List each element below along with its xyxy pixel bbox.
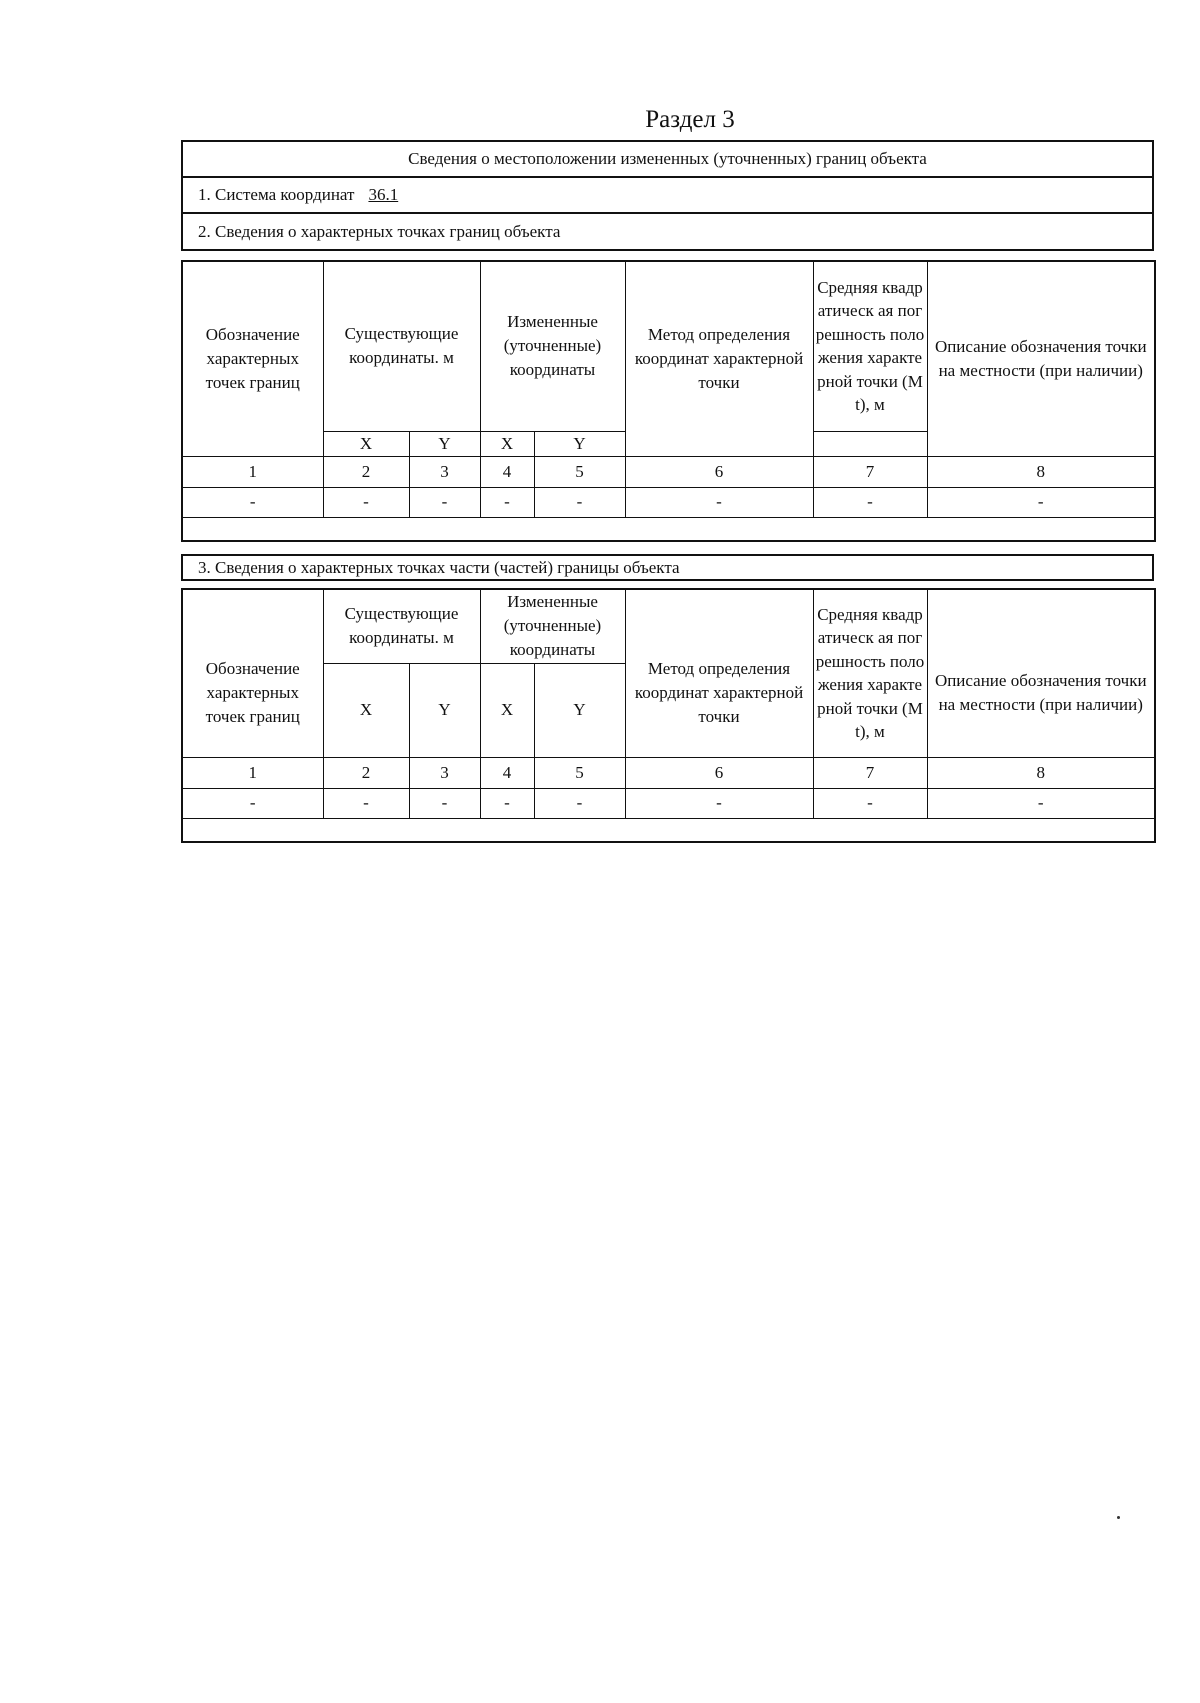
cell: -	[480, 788, 534, 818]
cell: -	[927, 788, 1155, 818]
cell: -	[182, 788, 323, 818]
num-cell: 3	[409, 757, 480, 788]
num-cell: 7	[813, 456, 927, 487]
col-x: X	[480, 663, 534, 757]
column-numbers-row	[182, 757, 1155, 788]
coord-system-label: 1. Система координат	[198, 185, 355, 204]
col-y: Y	[534, 431, 625, 456]
col-existing: Существующие координаты. м	[323, 589, 480, 663]
col-x: X	[480, 431, 534, 456]
num-cell: 4	[480, 456, 534, 487]
section3-title-row	[181, 554, 1154, 581]
col-error: Средняя квадратическ ая погрешность положения характерной точки (Mt), м	[813, 589, 927, 757]
part-boundary-points-table	[181, 588, 1156, 843]
num-cell: 1	[182, 456, 323, 487]
num-cell: 1	[182, 757, 323, 788]
cell: -	[323, 788, 409, 818]
cell: -	[534, 788, 625, 818]
cell: -	[625, 487, 813, 517]
boundary-points-table	[181, 260, 1156, 542]
section2-title-row	[181, 212, 1154, 251]
section2-title: 2. Сведения о характерных точках границ объекта	[198, 221, 561, 241]
cell: -	[813, 487, 927, 517]
blank-cell	[182, 517, 1155, 541]
num-cell: 5	[534, 757, 625, 788]
col-method: Метод определения координат характерной точки	[625, 261, 813, 456]
col-description: Описание обозначения точки на местности (при наличии)	[927, 261, 1155, 456]
empty-row	[182, 517, 1155, 541]
column-numbers-row	[182, 456, 1155, 487]
section-title: Раздел 3	[645, 106, 735, 133]
num-cell: 3	[409, 456, 480, 487]
caption-text: Сведения о местоположении измененных (уточненных) границ объекта	[408, 149, 927, 168]
cell: -	[625, 788, 813, 818]
num-cell: 8	[927, 757, 1155, 788]
col-error-sub	[813, 431, 927, 456]
table-row	[182, 788, 1155, 818]
col-x: X	[323, 663, 409, 757]
cell: -	[182, 487, 323, 517]
col-y: Y	[409, 431, 480, 456]
col-description: Описание обозначения точки на местности (при наличии)	[927, 589, 1155, 757]
num-cell: 7	[813, 757, 927, 788]
num-cell: 4	[480, 757, 534, 788]
num-cell: 2	[323, 456, 409, 487]
num-cell: 2	[323, 757, 409, 788]
num-cell: 6	[625, 757, 813, 788]
col-changed: Измененные (уточненные) координаты	[480, 261, 625, 431]
cell: -	[927, 487, 1155, 517]
cell: -	[813, 788, 927, 818]
table-header-caption	[181, 140, 1154, 178]
table-row	[182, 487, 1155, 517]
col-error: Средняя квадратическ ая погрешность положения характерной точки (Mt), м	[813, 261, 927, 431]
num-cell: 5	[534, 456, 625, 487]
blank-cell	[182, 818, 1155, 842]
cell: -	[409, 788, 480, 818]
cell: -	[534, 487, 625, 517]
col-designation: Обозначение характерных точек границ	[182, 589, 323, 757]
col-designation: Обозначение характерных точек границ	[182, 261, 323, 456]
col-x: X	[323, 431, 409, 456]
section3-title: 3. Сведения о характерных точках части (частей) границы объекта	[198, 557, 680, 577]
col-method: Метод определения координат характерной точки	[625, 589, 813, 757]
num-cell: 8	[927, 456, 1155, 487]
col-y: Y	[409, 663, 480, 757]
col-y: Y	[534, 663, 625, 757]
num-cell: 6	[625, 456, 813, 487]
col-existing: Существующие координаты. м	[323, 261, 480, 431]
scan-speck	[1117, 1516, 1120, 1519]
cell: -	[409, 487, 480, 517]
cell: -	[323, 487, 409, 517]
col-changed: Измененные (уточненные) координаты	[480, 589, 625, 663]
empty-row	[182, 818, 1155, 842]
coord-system-row	[181, 176, 1154, 214]
coord-system-value: 36.1	[368, 185, 399, 204]
cell: -	[480, 487, 534, 517]
